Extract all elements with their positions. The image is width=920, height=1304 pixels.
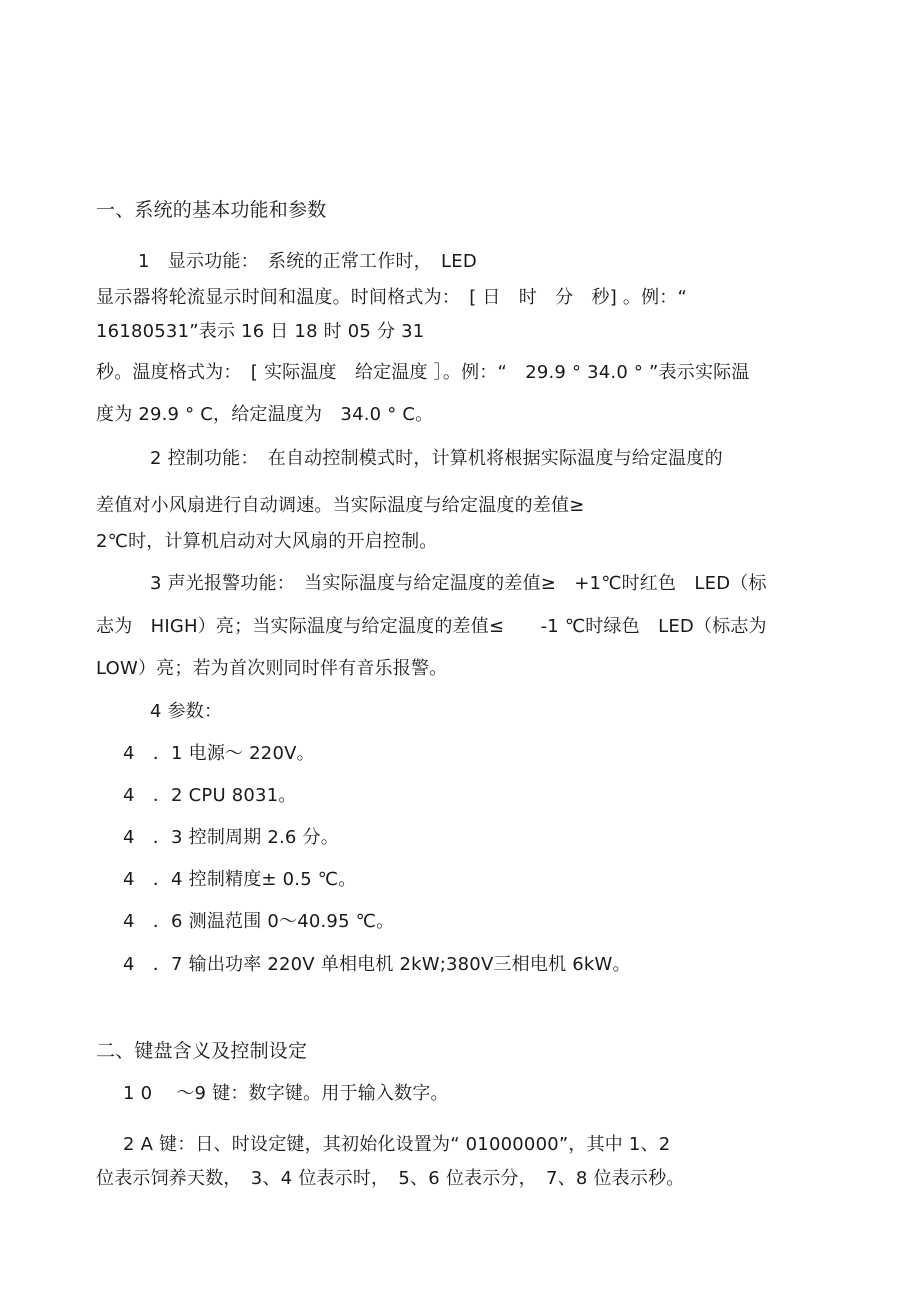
paragraph-line: 度为 29.9 ° C，给定温度为 34.0 ° C。 bbox=[96, 404, 434, 425]
paragraph-line: 位表示饲养天数， 3、4 位表示时， 5、6 位表示分， 7、8 位表示秒。 bbox=[96, 1168, 685, 1189]
paragraph-line: 16180531”表示 16 日 18 时 05 分 31 bbox=[96, 321, 425, 342]
parameter-item: 4 ．1 电源～ 220V。 bbox=[123, 743, 315, 764]
paragraph-line: 差值对小风扇进行自动调速。当实际温度与给定温度的差值≥ bbox=[96, 495, 585, 516]
paragraph-line: 3 声光报警功能： 当实际温度与给定温度的差值≥ +1℃时红色 LED（标 bbox=[150, 573, 767, 594]
paragraph-line: LOW）亮；若为首次则同时伴有音乐报警。 bbox=[96, 658, 448, 679]
paragraph-line: 秒。温度格式为： [ 实际温度 给定温度 ］。例：“ 29.9 ° 34.0 ° ”表示实际温 bbox=[96, 362, 750, 383]
section-heading: 一、系统的基本功能和参数 bbox=[96, 199, 327, 221]
paragraph-line: 志为 HIGH）亮；当实际温度与给定温度的差值≤ -1 ℃时绿色 LED（标志为 bbox=[96, 616, 767, 637]
paragraph-line: 显示器将轮流显示时间和温度。时间格式为： [ 日 时 分 秒] 。例：“ bbox=[96, 287, 688, 308]
paragraph-line: 1 显示功能： 系统的正常工作时， LED bbox=[138, 251, 477, 272]
paragraph-line: 2℃时，计算机启动对大风扇的开启控制。 bbox=[96, 531, 438, 552]
parameter-item: 4 ．2 CPU 8031。 bbox=[123, 785, 297, 806]
section-heading: 二、键盘含义及控制设定 bbox=[96, 1040, 308, 1062]
parameters-title: 4 参数： bbox=[150, 701, 223, 722]
paragraph-line: 1 0 ～9 键：数字键。用于输入数字。 bbox=[123, 1083, 449, 1104]
parameter-item: 4 ．7 输出功率 220V 单相电机 2kW;380V三相电机 6kW。 bbox=[123, 954, 631, 975]
parameter-item: 4 ．6 测温范围 0～40.95 ℃。 bbox=[123, 911, 395, 932]
parameter-item: 4 ．3 控制周期 2.6 分。 bbox=[123, 827, 339, 848]
paragraph-line: 2 控制功能： 在自动控制模式时，计算机将根据实际温度与给定温度的 bbox=[150, 448, 723, 469]
paragraph-line: 2 A 键：日、时设定键，其初始化设置为“ 01000000”，其中 1、2 bbox=[123, 1134, 671, 1155]
parameter-item: 4 ．4 控制精度± 0.5 ℃。 bbox=[123, 869, 357, 890]
